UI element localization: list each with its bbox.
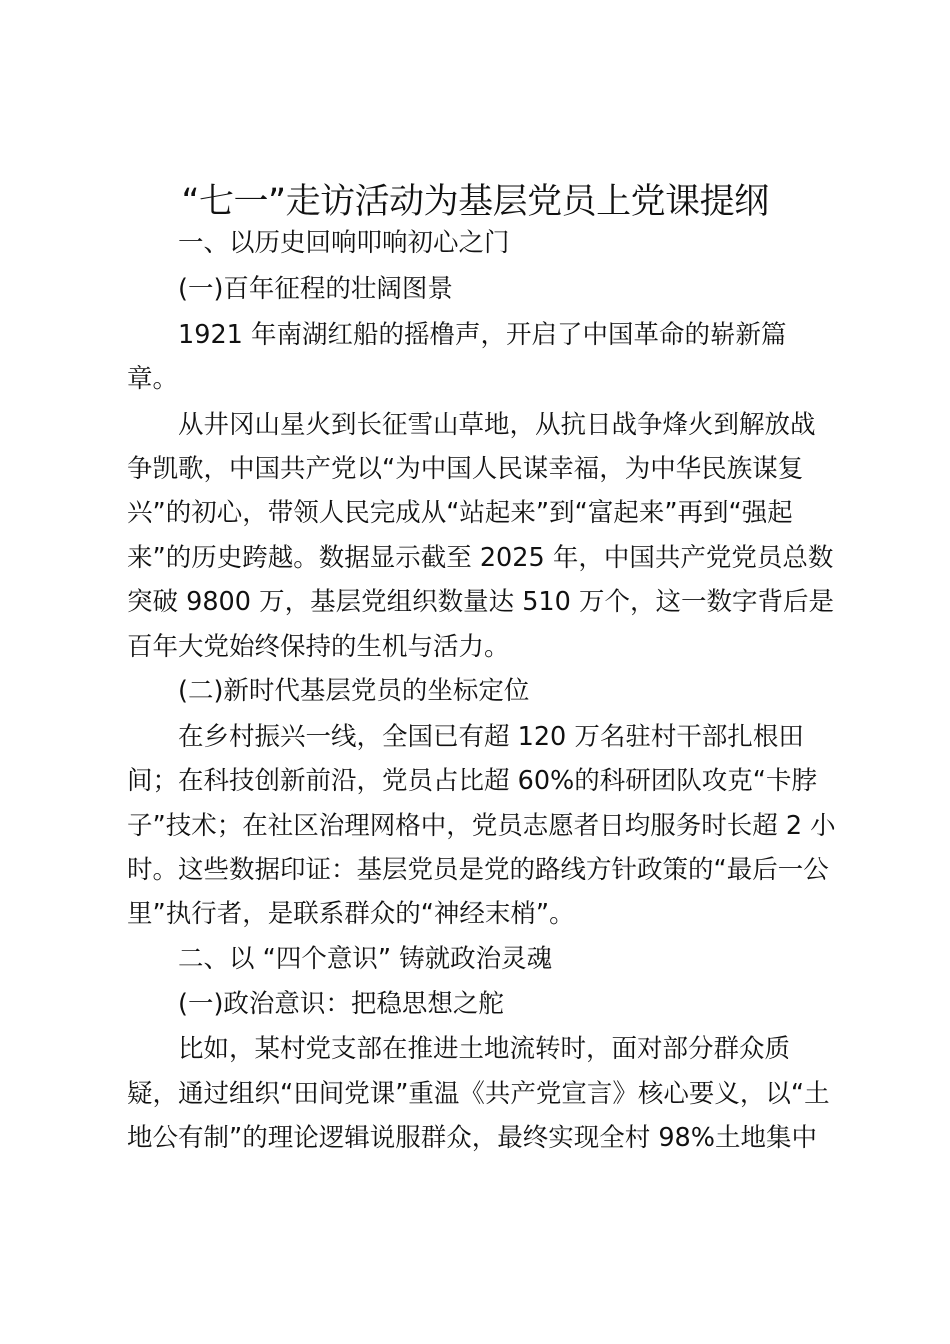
subsection-heading: (一)政治意识：把稳思想之舵	[178, 989, 504, 1019]
paragraph-line: 兴”的初心，带领人民完成从“站起来”到“富起来”再到“强起	[127, 498, 793, 528]
subsection-heading: (二)新时代基层党员的坐标定位	[178, 676, 530, 706]
paragraph-line: 突破 9800 万，基层党组织数量达 510 万个，这一数字背后是	[127, 587, 834, 617]
paragraph-line: 百年大党始终保持的生机与活力。	[127, 632, 510, 662]
section-heading: 二、以 “四个意识” 铸就政治灵魂	[178, 944, 553, 974]
paragraph-line: 比如，某村党支部在推进土地流转时，面对部分群众质	[178, 1034, 791, 1064]
paragraph-line: 争凯歌，中国共产党以“为中国人民谋幸福，为中华民族谋复	[127, 454, 804, 484]
paragraph-line: 1921 年南湖红船的摇橹声，开启了中国革命的崭新篇	[178, 320, 787, 350]
paragraph-line: 子”技术；在社区治理网格中，党员志愿者日均服务时长超 2 小	[127, 811, 836, 841]
paragraph-line: 时。这些数据印证：基层党员是党的路线方针政策的“最后一公	[127, 855, 829, 885]
paragraph-line: 里”执行者，是联系群众的“神经末梢”。	[127, 899, 575, 929]
paragraph-line: 从井冈山星火到长征雪山草地，从抗日战争烽火到解放战	[178, 410, 816, 440]
paragraph-line: 在乡村振兴一线，全国已有超 120 万名驻村干部扎根田	[178, 722, 804, 752]
paragraph-line: 来”的历史跨越。数据显示截至 2025 年，中国共产党党员总数	[127, 543, 834, 573]
document-title: “七一”走访活动为基层党员上党课提纲	[181, 182, 769, 222]
subsection-heading: (一)百年征程的壮阔图景	[178, 274, 453, 304]
section-heading: 一、以历史回响叩响初心之门	[178, 228, 510, 258]
paragraph-line: 章。	[127, 364, 179, 394]
paragraph-line: 疑，通过组织“田间党课”重温《共产党宣言》核心要义，以“土	[127, 1079, 830, 1109]
paragraph-line: 地公有制”的理论逻辑说服群众，最终实现全村 98%土地集中	[127, 1123, 817, 1153]
paragraph-line: 间；在科技创新前沿，党员占比超 60%的科研团队攻克“卡脖	[127, 766, 817, 796]
